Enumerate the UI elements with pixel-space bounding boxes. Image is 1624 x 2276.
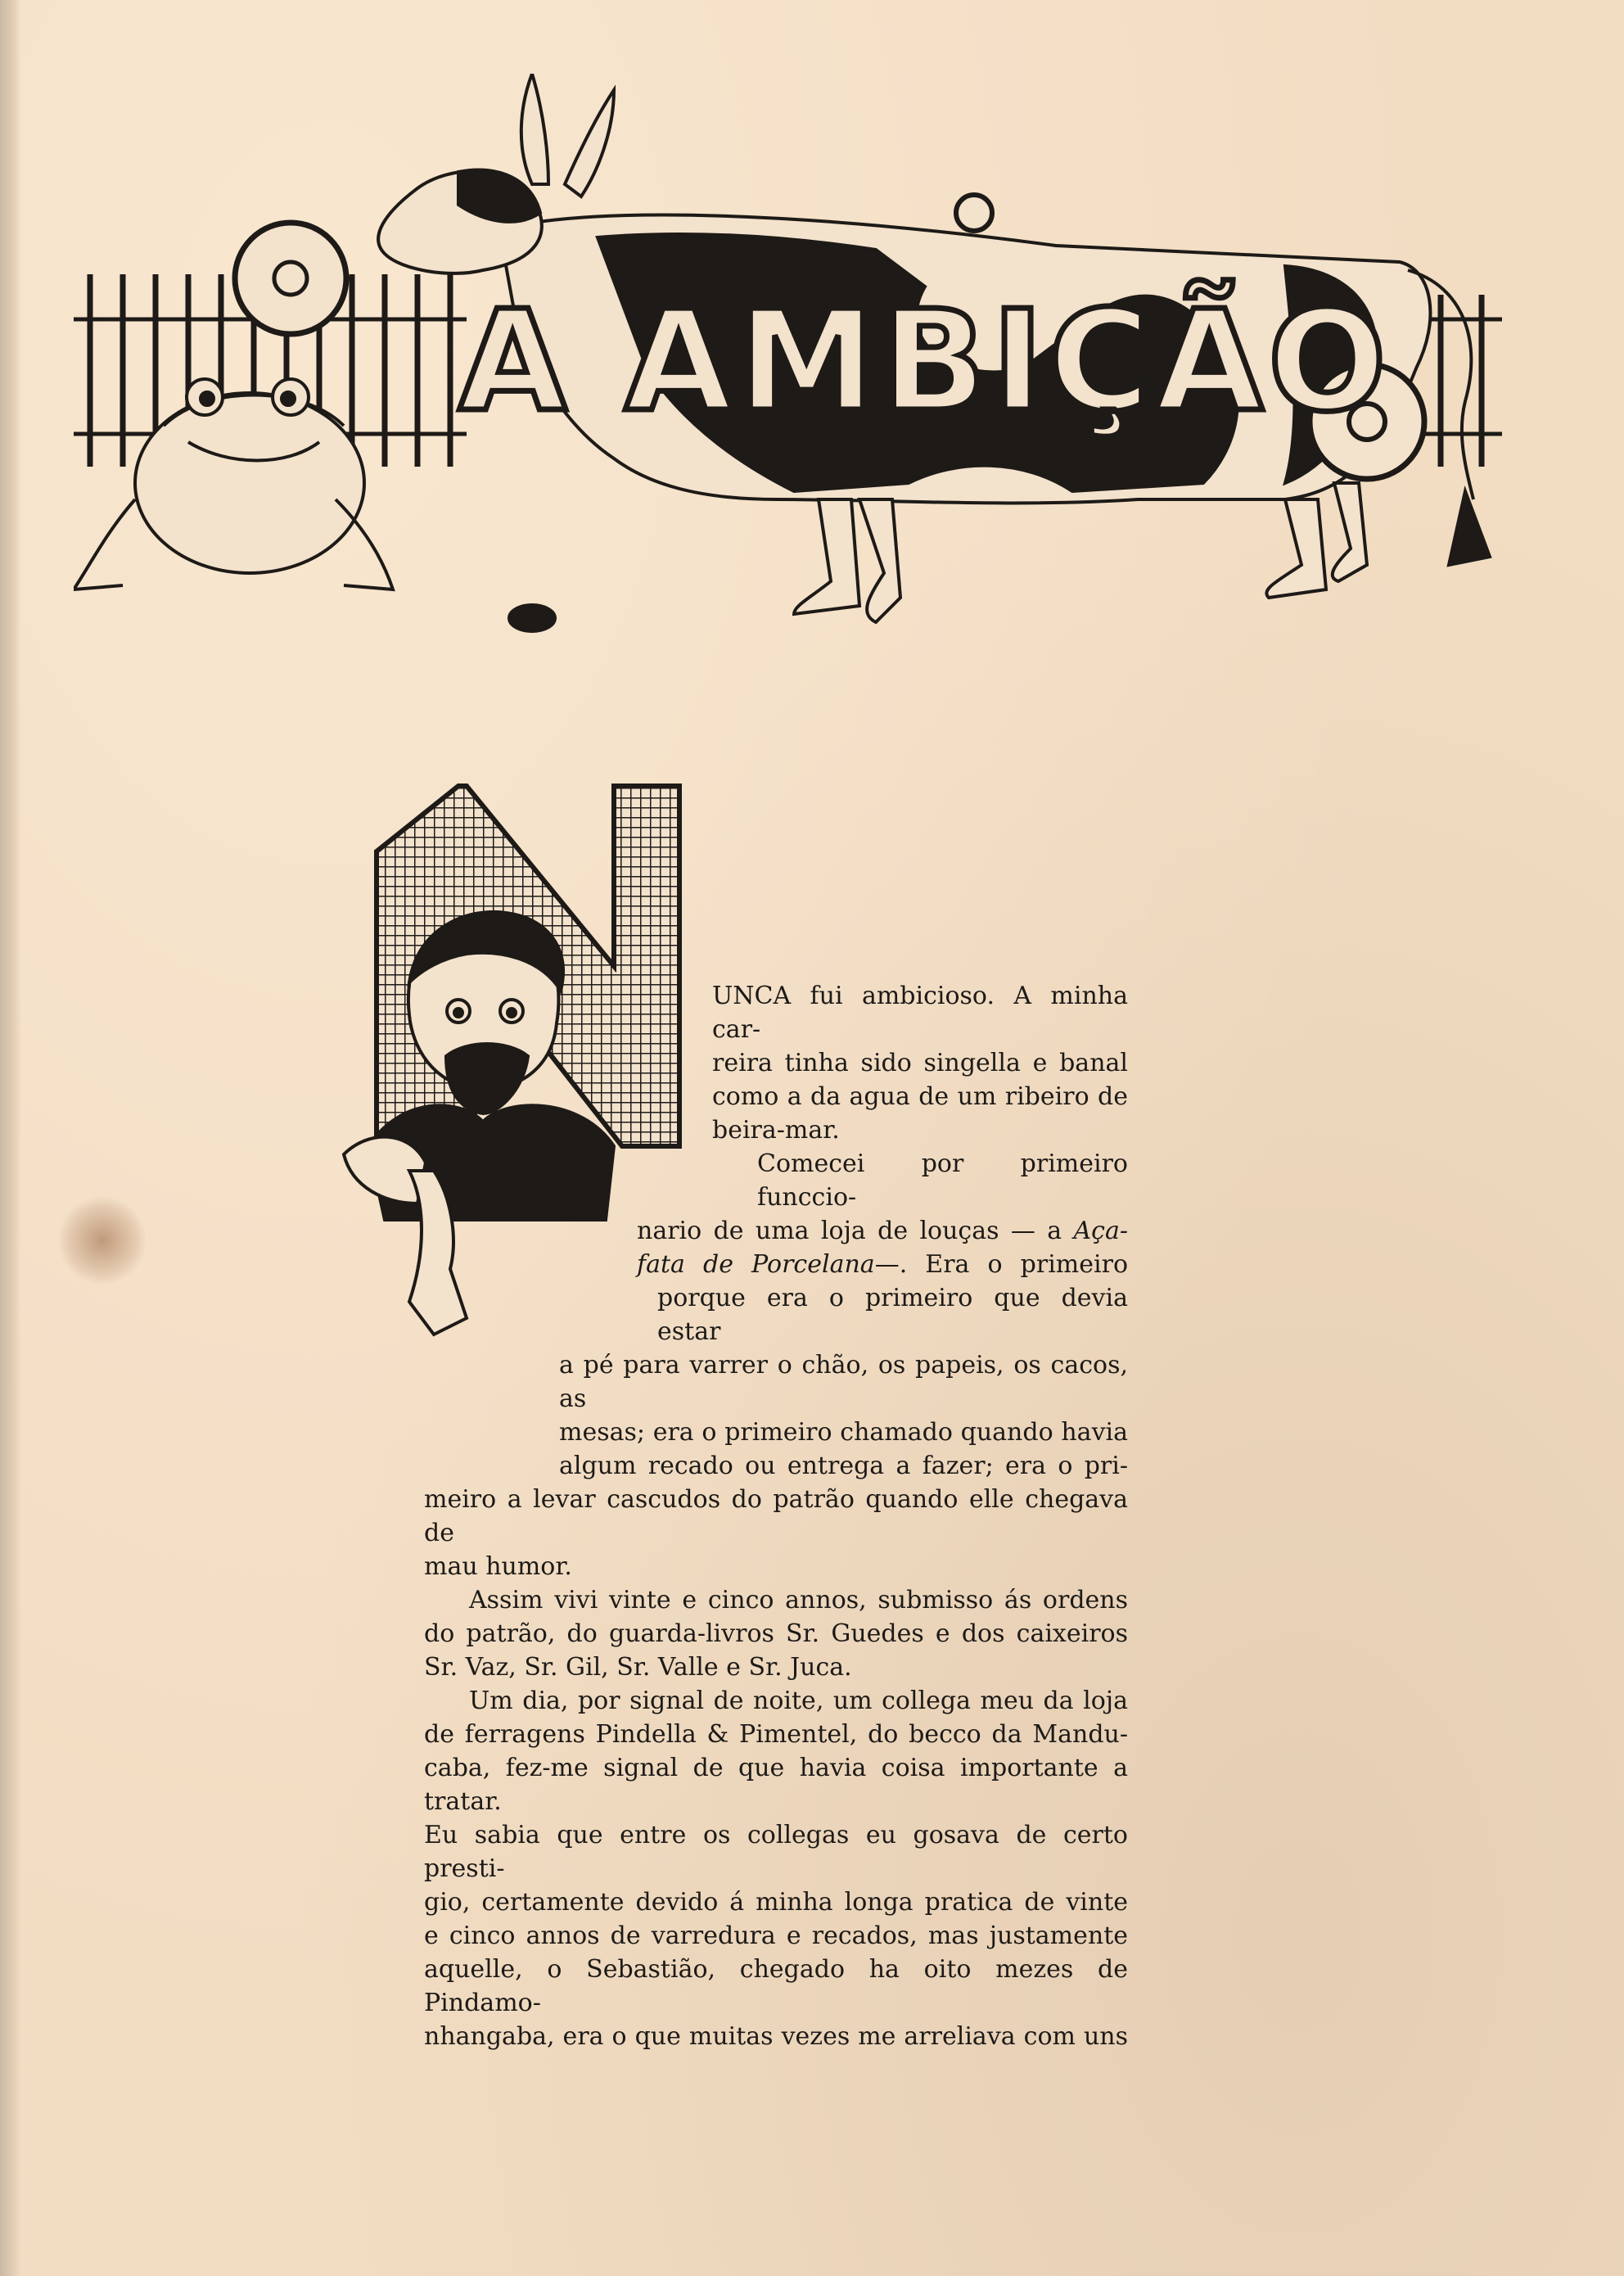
text-line: UNCA fui ambicioso. A minha car- (712, 982, 1128, 1044)
text-line: meiro a levar cascudos do patrão quando elle chegava de (424, 1485, 1128, 1547)
text-line: mau humor. (424, 1552, 572, 1581)
text-line: Sr. Vaz, Sr. Gil, Sr. Valle e Sr. Juca. (424, 1653, 852, 1682)
text-line: a pé para varrer o chão, os papeis, os cacos, as (559, 1351, 1128, 1413)
text-line: do patrão, do guarda-livros Sr. Guedes e dos caixeiros (424, 1619, 1128, 1648)
text-line: beira-mar. (712, 1116, 840, 1145)
page-binding-edge (0, 0, 21, 2276)
text-line: Um dia, por signal de noite, um collega meu da loja (469, 1687, 1128, 1715)
text-italic: fata de Porcelana (637, 1250, 875, 1279)
text-line: gio, certamente devido á minha longa pratica de vinte (424, 1888, 1128, 1917)
text-line: de ferragens Pindella & Pimentel, do becco da Mandu- (424, 1720, 1128, 1749)
text-line: porque era o primeiro que devia estar (657, 1284, 1128, 1346)
text-line: como a da agua de um ribeiro de (712, 1082, 1128, 1111)
text-line: e cinco annos de varredura e recados, mas justamente (424, 1922, 1128, 1950)
title-illustration (74, 74, 1531, 663)
text-line: algum recado ou entrega a fazer; era o pri- (559, 1452, 1128, 1480)
text-line: Eu sabia que entre os collegas eu gosava de certo presti- (424, 1821, 1128, 1883)
text-line: Assim vivi vinte e cinco annos, submisso ás ordens (469, 1586, 1128, 1614)
text-line: caba, fez-me signal de que havia coisa importante a tratar. (424, 1754, 1128, 1816)
paper-stain (57, 1195, 147, 1285)
article-body (424, 979, 1128, 2053)
text-segment: nario de uma loja de louças — a (637, 1217, 1062, 1245)
text-line: reira tinha sido singella e banal (712, 1049, 1128, 1077)
text-line (424, 1214, 1128, 1248)
text-line: aquelle, o Sebastião, chegado ha oito mezes de Pindamo- (424, 1955, 1128, 2017)
text-line: Comecei por primeiro funccio- (757, 1149, 1128, 1212)
text-line: nhangaba, era o que muitas vezes me arreliava com uns (424, 2022, 1128, 2051)
text-italic: Aça- (1073, 1217, 1128, 1245)
paragraph-3 (424, 1583, 1128, 1684)
paragraph-2 (424, 1147, 1128, 1583)
text-line (424, 1248, 1128, 1281)
title-main: A AMBIÇÃO (458, 281, 1392, 443)
paragraph-4 (424, 1684, 1128, 2053)
text-segment: —. Era o primeiro (874, 1250, 1129, 1279)
paragraph-1 (424, 979, 1128, 1147)
text-line: mesas; era o primeiro chamado quando havia (559, 1418, 1128, 1447)
